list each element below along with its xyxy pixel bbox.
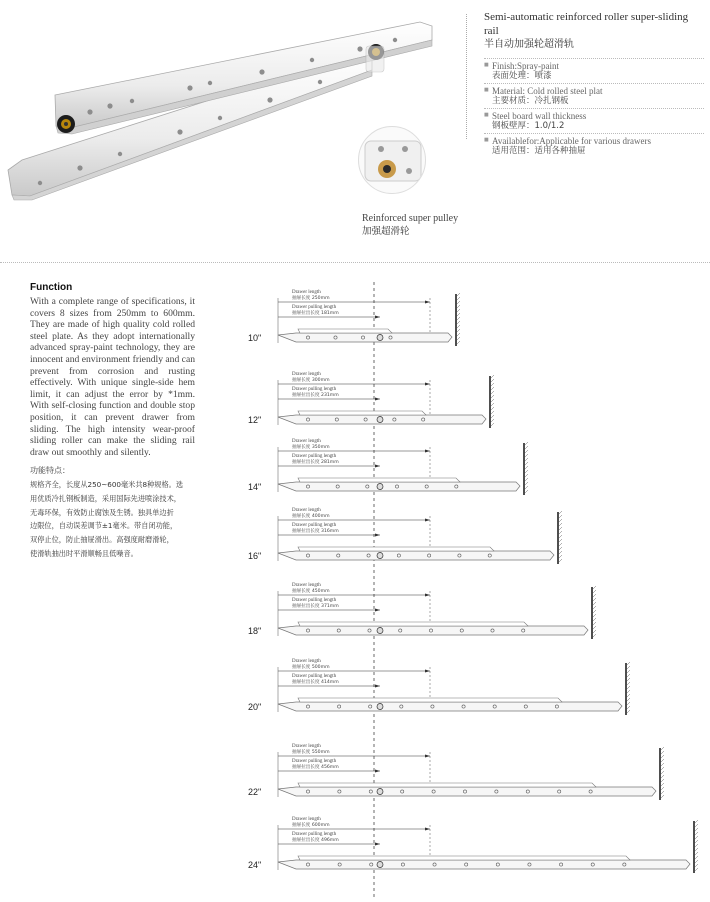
wall-hatch	[661, 759, 664, 762]
cabinet-rail	[278, 702, 622, 711]
mount-hole	[422, 418, 425, 421]
wall-hatch	[559, 527, 562, 530]
wall-hatch	[559, 519, 562, 522]
spec-label: ■ Finish:Spray-paint	[492, 61, 559, 71]
wall-hatch	[593, 610, 596, 613]
rail-size-label: 22"	[248, 787, 262, 797]
mount-hole	[488, 554, 491, 557]
wall-hatch	[525, 474, 528, 477]
mount-hole	[462, 705, 465, 708]
wall-hatch	[559, 555, 562, 558]
arrow-icon	[425, 383, 430, 386]
wall-hatch	[695, 868, 698, 871]
rail-row	[248, 659, 630, 715]
wall-hatch	[457, 309, 460, 312]
wall-hatch	[661, 751, 664, 754]
wall-hatch	[559, 531, 562, 534]
cabinet-rail	[278, 787, 656, 796]
mount-hole	[524, 705, 527, 708]
mount-hole	[526, 790, 529, 793]
mount-hole	[306, 629, 309, 632]
wall-hatch	[593, 626, 596, 629]
wall-hatch	[593, 594, 596, 597]
pulling-length-value: 抽屉拉出长度 181mm	[292, 311, 339, 316]
arrow-icon	[425, 670, 430, 673]
mount-hole	[431, 705, 434, 708]
mount-hole	[591, 863, 594, 866]
wall-hatch	[627, 690, 630, 693]
rail-row	[248, 372, 494, 428]
wall-hatch	[627, 702, 630, 705]
drawer-length-label: Drawer length	[292, 290, 321, 295]
mount-hole	[337, 554, 340, 557]
wall-hatch	[593, 614, 596, 617]
wall-hatch	[457, 329, 460, 332]
wall-hatch	[695, 860, 698, 863]
wall-hatch	[695, 848, 698, 851]
mount-hole	[623, 863, 626, 866]
wall-hatch	[627, 662, 630, 665]
wall-hatch	[661, 763, 664, 766]
mount-hole	[465, 863, 468, 866]
arrow-icon	[425, 519, 430, 522]
arrow-icon	[425, 755, 430, 758]
mount-hole	[395, 485, 398, 488]
rail-row	[248, 439, 528, 495]
rail-size-label: 16"	[248, 551, 262, 561]
wall-hatch	[491, 399, 494, 402]
wall-hatch	[627, 666, 630, 669]
drawer-length-label: Drawer length	[292, 439, 321, 444]
mount-hole	[306, 863, 309, 866]
mount-hole	[429, 629, 432, 632]
roller-icon	[377, 704, 383, 710]
wall-hatch	[627, 686, 630, 689]
wall-hatch	[491, 411, 494, 414]
wall-hatch	[525, 486, 528, 489]
spec-label-cn: 主要材质：冷扎钢板	[492, 96, 569, 106]
wall-hatch	[593, 622, 596, 625]
drawer-rail	[298, 783, 596, 787]
pulling-length-value: 抽屉拉出长度 281mm	[292, 460, 339, 465]
mount-hole	[306, 554, 309, 557]
mount-hole	[393, 418, 396, 421]
mount-hole	[336, 485, 339, 488]
mount-hole	[528, 863, 531, 866]
wall-hatch	[661, 767, 664, 770]
mount-hole	[458, 554, 461, 557]
roller-icon	[377, 789, 383, 795]
wall-hatch	[491, 419, 494, 422]
drawer-length-value: 抽屉长度 600mm	[292, 823, 330, 828]
wall-hatch	[559, 543, 562, 546]
spec-item	[484, 108, 704, 132]
wall-hatch	[457, 313, 460, 316]
rail-row	[248, 744, 664, 800]
wall-hatch	[627, 694, 630, 697]
mount-hole	[496, 863, 499, 866]
spec-item	[484, 83, 704, 107]
mount-hole	[589, 790, 592, 793]
arrow-icon	[375, 534, 380, 537]
wall-hatch	[593, 586, 596, 589]
rail-size-label: 20"	[248, 702, 262, 712]
mount-hole	[493, 705, 496, 708]
mount-hole	[428, 554, 431, 557]
wall-hatch	[661, 787, 664, 790]
mount-hole	[369, 705, 372, 708]
mount-hole	[400, 705, 403, 708]
arrow-icon	[425, 301, 430, 304]
rail-size-label: 12"	[248, 415, 262, 425]
mount-hole	[370, 863, 373, 866]
wall-hatch	[525, 450, 528, 453]
wall-hatch	[525, 462, 528, 465]
mount-hole	[399, 629, 402, 632]
arrow-icon	[425, 828, 430, 831]
mount-hole	[522, 629, 525, 632]
wall-hatch	[627, 674, 630, 677]
function-heading: Function	[30, 282, 73, 293]
arrow-icon	[375, 465, 380, 468]
drawer-rail	[298, 622, 528, 626]
wall-hatch	[559, 515, 562, 518]
wall-hatch	[491, 423, 494, 426]
wall-hatch	[525, 454, 528, 457]
wall-hatch	[491, 415, 494, 418]
wall-hatch	[627, 678, 630, 681]
pulling-length-label: Drawer pulling length	[292, 305, 337, 310]
arrow-icon	[375, 685, 380, 688]
wall-hatch	[695, 864, 698, 867]
drawer-rail	[298, 411, 426, 415]
arrow-icon	[425, 450, 430, 453]
mount-hole	[306, 418, 309, 421]
wall-hatch	[695, 836, 698, 839]
wall-hatch	[661, 779, 664, 782]
product-title: Semi-automatic reinforced roller super-sliding rail	[484, 11, 689, 37]
mount-hole	[366, 485, 369, 488]
mount-hole	[460, 629, 463, 632]
spec-item	[484, 133, 704, 157]
drawer-length-value: 抽屉长度 450mm	[292, 589, 330, 594]
wall-hatch	[559, 511, 562, 514]
wall-hatch	[559, 559, 562, 562]
roller-icon	[377, 484, 383, 490]
mount-hole	[455, 485, 458, 488]
mount-hole	[338, 790, 341, 793]
cabinet-rail	[278, 482, 520, 491]
drawer-length-value: 抽屉长度 300mm	[292, 378, 330, 383]
rail-row	[248, 290, 460, 346]
mount-hole	[389, 336, 392, 339]
wall-hatch	[593, 634, 596, 637]
wall-hatch	[457, 341, 460, 344]
wall-hatch	[661, 795, 664, 798]
wall-hatch	[661, 771, 664, 774]
arrow-icon	[375, 609, 380, 612]
arrow-icon	[425, 594, 430, 597]
mount-hole	[334, 336, 337, 339]
cabinet-rail	[278, 415, 486, 424]
header-divider	[466, 14, 467, 139]
cabinet-rail	[278, 551, 554, 560]
drawer-length-label: Drawer length	[292, 508, 321, 513]
wall-hatch	[593, 630, 596, 633]
mount-hole	[425, 485, 428, 488]
pulling-length-label: Drawer pulling length	[292, 759, 337, 764]
cabinet-rail	[278, 626, 588, 635]
wall-hatch	[627, 698, 630, 701]
wall-hatch	[695, 844, 698, 847]
rail-row	[248, 817, 698, 873]
pulling-length-value: 抽屉拉出长度 371mm	[292, 604, 339, 609]
roller-icon	[377, 417, 383, 423]
wall-hatch	[559, 547, 562, 550]
wall-hatch	[695, 824, 698, 827]
mount-hole	[432, 790, 435, 793]
wall-hatch	[627, 670, 630, 673]
mount-hole	[369, 790, 372, 793]
drawer-length-value: 抽屉长度 550mm	[292, 750, 330, 755]
wall-hatch	[525, 478, 528, 481]
wall-hatch	[661, 747, 664, 750]
function-body-cn: 规格齐全，长度从250~600毫米共8种规格。选 用优质冷扎钢板制造，采用国际先进喷涂技术， 无毒环保，有效防止腐蚀及生锈。独具单边折 边限位，自动误差调节±1毫米。带自闭功能， 双停止位，防止抽屉滑出。高强度耐磨滑轮， 使滑轨抽出时平滑顺畅且低噪音。	[30, 480, 184, 558]
pulley-caption	[362, 213, 458, 238]
pulley-icon	[359, 127, 426, 194]
roller-icon	[377, 335, 383, 341]
arrow-icon	[375, 770, 380, 773]
mount-hole	[338, 863, 341, 866]
wall-hatch	[457, 301, 460, 304]
pulling-length-value: 抽屉拉出长度 231mm	[292, 393, 339, 398]
product-title-cn: 半自动加强轮超滑轨	[484, 39, 574, 50]
function-heading-cn: 功能特点：	[30, 466, 70, 476]
wall-hatch	[661, 755, 664, 758]
mount-hole	[491, 629, 494, 632]
wall-hatch	[695, 820, 698, 823]
mount-hole	[361, 336, 364, 339]
drawer-length-label: Drawer length	[292, 583, 321, 588]
drawer-length-value: 抽屉长度 400mm	[292, 514, 330, 519]
mount-hole	[335, 418, 338, 421]
spec-label: ■ Steel board wall thickness	[492, 111, 587, 121]
wall-hatch	[627, 706, 630, 709]
mount-hole	[559, 863, 562, 866]
wall-hatch	[525, 458, 528, 461]
mount-hole	[338, 705, 341, 708]
pulling-length-label: Drawer pulling length	[292, 523, 337, 528]
product-info	[484, 10, 704, 157]
pulley-closeup	[358, 126, 426, 194]
mount-hole	[558, 790, 561, 793]
drawer-rail	[298, 856, 630, 860]
mount-hole	[368, 629, 371, 632]
wall-hatch	[457, 317, 460, 320]
roller-icon	[377, 553, 383, 559]
arrow-icon	[375, 316, 380, 319]
wall-hatch	[457, 337, 460, 340]
drawer-length-label: Drawer length	[292, 659, 321, 664]
wall-hatch	[457, 321, 460, 324]
function-section	[30, 282, 195, 561]
mount-hole	[337, 629, 340, 632]
drawer-length-label: Drawer length	[292, 744, 321, 749]
mount-hole	[306, 336, 309, 339]
spec-item	[484, 58, 704, 82]
pulling-length-label: Drawer pulling length	[292, 387, 337, 392]
wall-hatch	[457, 325, 460, 328]
cabinet-rail	[278, 860, 690, 869]
rail-size-label: 18"	[248, 626, 262, 636]
wall-hatch	[559, 551, 562, 554]
wall-hatch	[457, 293, 460, 296]
wall-hatch	[457, 333, 460, 336]
pulling-length-label: Drawer pulling length	[292, 454, 337, 459]
wall-hatch	[491, 379, 494, 382]
pulling-length-value: 抽屉拉出长度 316mm	[292, 529, 339, 534]
pulling-length-value: 抽屉拉出长度 496mm	[292, 838, 339, 843]
wall-hatch	[695, 832, 698, 835]
wall-hatch	[695, 840, 698, 843]
rail-size-label: 14"	[248, 482, 262, 492]
drawer-length-value: 抽屉长度 350mm	[292, 445, 330, 450]
pulling-length-value: 抽屉拉出长度 456mm	[292, 765, 339, 770]
wall-hatch	[491, 403, 494, 406]
spec-label-cn: 钢板壁厚：1.0/1.2	[492, 121, 565, 131]
wall-hatch	[695, 852, 698, 855]
rail-row	[248, 583, 596, 639]
wall-hatch	[695, 828, 698, 831]
pulling-length-label: Drawer pulling length	[292, 674, 337, 679]
mount-hole	[433, 863, 436, 866]
drawer-length-label: Drawer length	[292, 817, 321, 822]
wall-hatch	[559, 539, 562, 542]
roller-icon	[377, 628, 383, 634]
wall-hatch	[559, 535, 562, 538]
spec-label-cn: 表面处理：喷漆	[492, 71, 552, 81]
wall-hatch	[457, 297, 460, 300]
wall-hatch	[491, 391, 494, 394]
spec-label: ■ Availablefor:Applicable for various drawers	[492, 136, 652, 146]
mount-hole	[463, 790, 466, 793]
wall-hatch	[491, 383, 494, 386]
pulling-length-value: 抽屉拉出长度 414mm	[292, 680, 339, 685]
drawer-rail	[298, 547, 494, 551]
pulley-caption-cn: 加强超滑轮	[362, 226, 410, 237]
spec-label: ■ Material: Cold rolled steel plat	[492, 86, 603, 96]
wall-hatch	[491, 375, 494, 378]
product-photo	[0, 0, 460, 240]
mount-hole	[367, 554, 370, 557]
wall-hatch	[525, 446, 528, 449]
mount-hole	[397, 554, 400, 557]
wall-hatch	[525, 490, 528, 493]
rail-row	[248, 508, 562, 564]
wall-hatch	[661, 775, 664, 778]
wall-hatch	[525, 442, 528, 445]
pulling-length-label: Drawer pulling length	[292, 598, 337, 603]
section-divider	[0, 262, 710, 263]
wall-hatch	[627, 682, 630, 685]
drawer-rail	[298, 698, 562, 702]
mount-hole	[401, 863, 404, 866]
wall-hatch	[491, 407, 494, 410]
wall-hatch	[627, 710, 630, 713]
wall-hatch	[593, 590, 596, 593]
roller-icon	[377, 862, 383, 868]
wall-hatch	[491, 387, 494, 390]
cabinet-rail	[278, 333, 452, 342]
mount-hole	[306, 705, 309, 708]
rail-size-label: 24"	[248, 860, 262, 870]
mount-hole	[401, 790, 404, 793]
wall-hatch	[525, 466, 528, 469]
mount-hole	[495, 790, 498, 793]
wall-hatch	[593, 602, 596, 605]
wall-hatch	[661, 791, 664, 794]
arrow-icon	[375, 398, 380, 401]
drawer-length-label: Drawer length	[292, 372, 321, 377]
pulling-length-label: Drawer pulling length	[292, 832, 337, 837]
drawer-length-value: 抽屉长度 500mm	[292, 665, 330, 670]
mount-hole	[555, 705, 558, 708]
wall-hatch	[593, 598, 596, 601]
rail-size-label: 10"	[248, 333, 262, 343]
wall-hatch	[457, 305, 460, 308]
wall-hatch	[525, 470, 528, 473]
pulley-caption-en: Reinforced super pulley	[362, 213, 459, 224]
mount-hole	[364, 418, 367, 421]
arrow-icon	[375, 843, 380, 846]
wall-hatch	[695, 856, 698, 859]
mount-hole	[306, 485, 309, 488]
wall-hatch	[559, 523, 562, 526]
function-body: With a complete range of specifications, it covers 8 sizes from 250mm to 600mm. They are made of high quality cold rolled steel plate. As they adopt internationally advanced spray-paint technology, they are innocent and environment friendly and can prevent from corrosion and rusting effectively. With unique single-side hem limit, it can adjust the error by *1mm. With self-closing function and double stop position, it can prevent drawer from sliding. The high intensity wear-proof sliding roller can make the sliding rail draw out smoothly and silently.	[30, 296, 195, 458]
wall-hatch	[491, 395, 494, 398]
mount-hole	[306, 790, 309, 793]
wall-hatch	[593, 618, 596, 621]
spec-label-cn: 适用范围：适用各种抽屉	[492, 146, 586, 156]
drawer-rail	[298, 329, 392, 333]
wall-hatch	[593, 606, 596, 609]
wall-hatch	[525, 482, 528, 485]
drawer-rail	[298, 478, 460, 482]
wall-hatch	[661, 783, 664, 786]
drawer-length-value: 抽屉长度 250mm	[292, 296, 330, 301]
